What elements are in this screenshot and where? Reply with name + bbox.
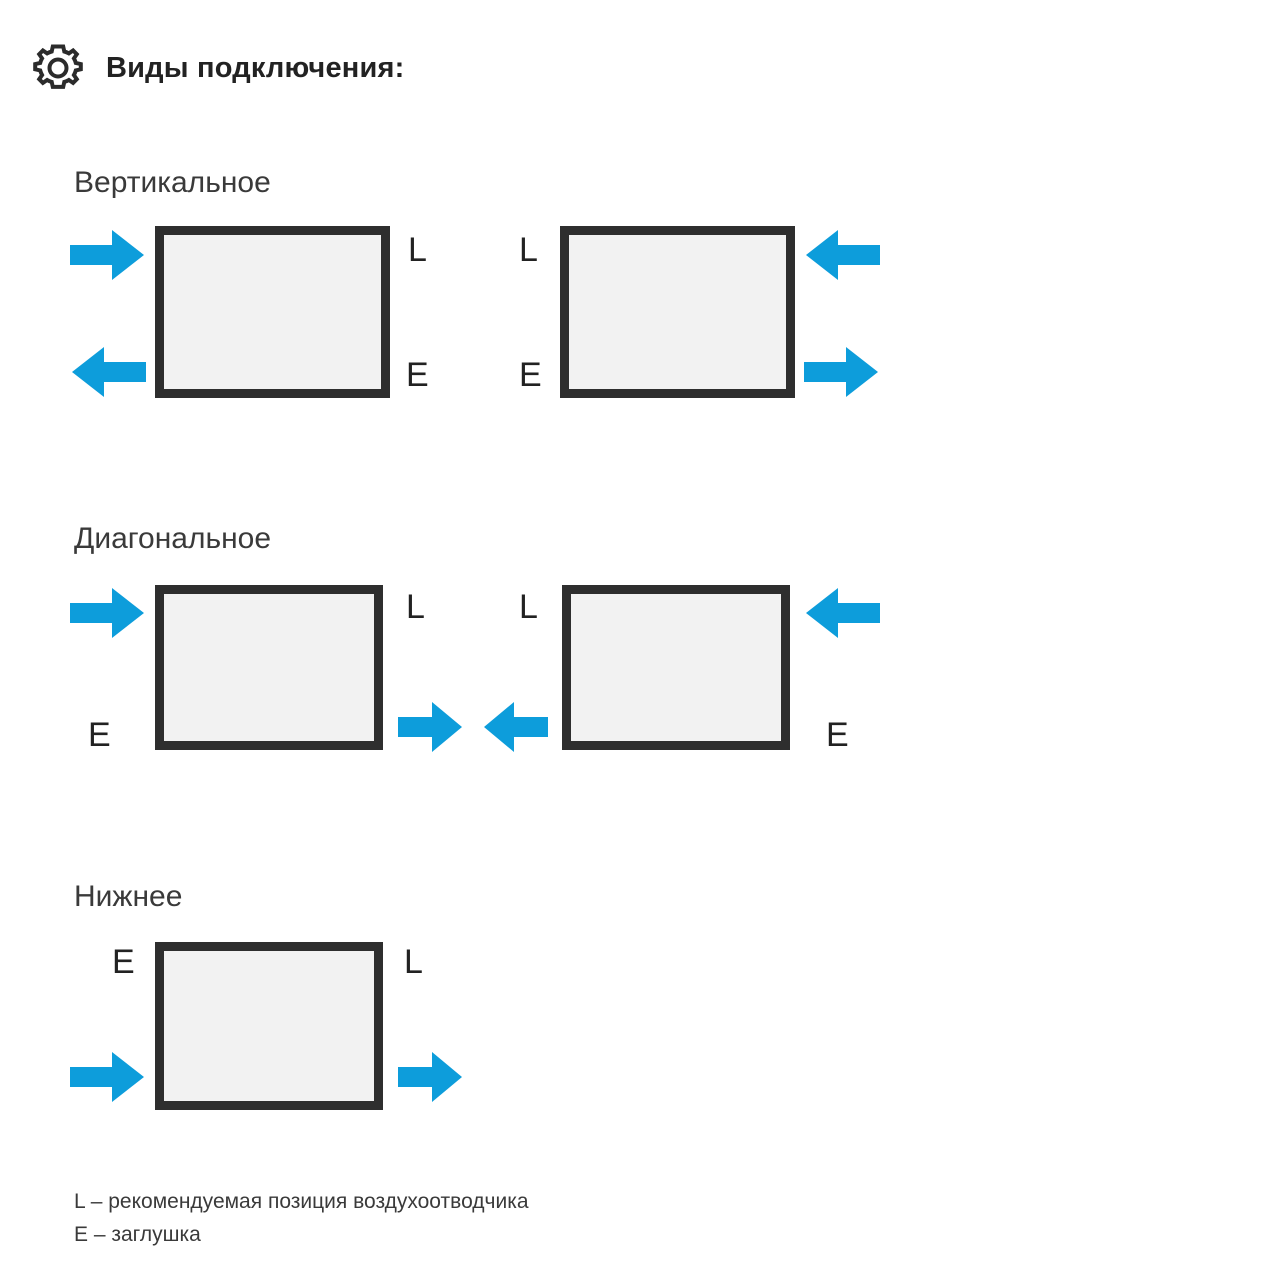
legend bbox=[74, 1186, 529, 1251]
arrow-diagonal-left-in bbox=[70, 586, 146, 640]
arrow-diagonal-right-in bbox=[804, 586, 880, 640]
section-title-bottom: Нижнее bbox=[74, 880, 183, 913]
arrow-diagonal-right-out bbox=[482, 700, 548, 754]
label-diagonal-left-top-right: L bbox=[406, 588, 425, 626]
page-title: Виды подключения: bbox=[106, 51, 405, 84]
arrow-vertical-left-out bbox=[70, 345, 146, 399]
arrow-bottom-in bbox=[70, 1050, 146, 1104]
label-diagonal-right-top-left: L bbox=[519, 588, 538, 626]
label-vertical-left-bottom-right: E bbox=[406, 356, 429, 394]
legend-line-L: L – рекомендуемая позиция воздухоотводчика bbox=[74, 1190, 529, 1213]
radiator-diagonal-left bbox=[155, 585, 383, 750]
arrow-bottom-out bbox=[398, 1050, 464, 1104]
arrow-diagonal-left-out bbox=[398, 700, 464, 754]
page-header bbox=[32, 42, 405, 94]
label-bottom-top-left: E bbox=[112, 943, 135, 981]
arrow-vertical-right-in bbox=[804, 228, 880, 282]
gear-icon bbox=[32, 42, 84, 94]
radiator-vertical-right bbox=[560, 226, 795, 398]
section-title-diagonal: Диагональное bbox=[74, 522, 272, 555]
legend-line-E: E – заглушка bbox=[74, 1222, 201, 1246]
label-diagonal-left-bottom-left: E bbox=[88, 716, 111, 754]
label-vertical-right-bottom-left: E bbox=[519, 356, 542, 394]
section-title-vertical: Вертикальное bbox=[74, 166, 271, 199]
radiator-bottom bbox=[155, 942, 383, 1110]
label-vertical-left-top-right: L bbox=[408, 231, 427, 269]
arrow-vertical-right-out bbox=[804, 345, 880, 399]
radiator-diagonal-right bbox=[562, 585, 790, 750]
label-diagonal-right-bottom-right: E bbox=[826, 716, 849, 754]
arrow-vertical-left-in bbox=[70, 228, 146, 282]
label-vertical-right-top-left: L bbox=[519, 231, 538, 269]
radiator-vertical-left bbox=[155, 226, 390, 398]
label-bottom-top-right: L bbox=[404, 943, 423, 981]
